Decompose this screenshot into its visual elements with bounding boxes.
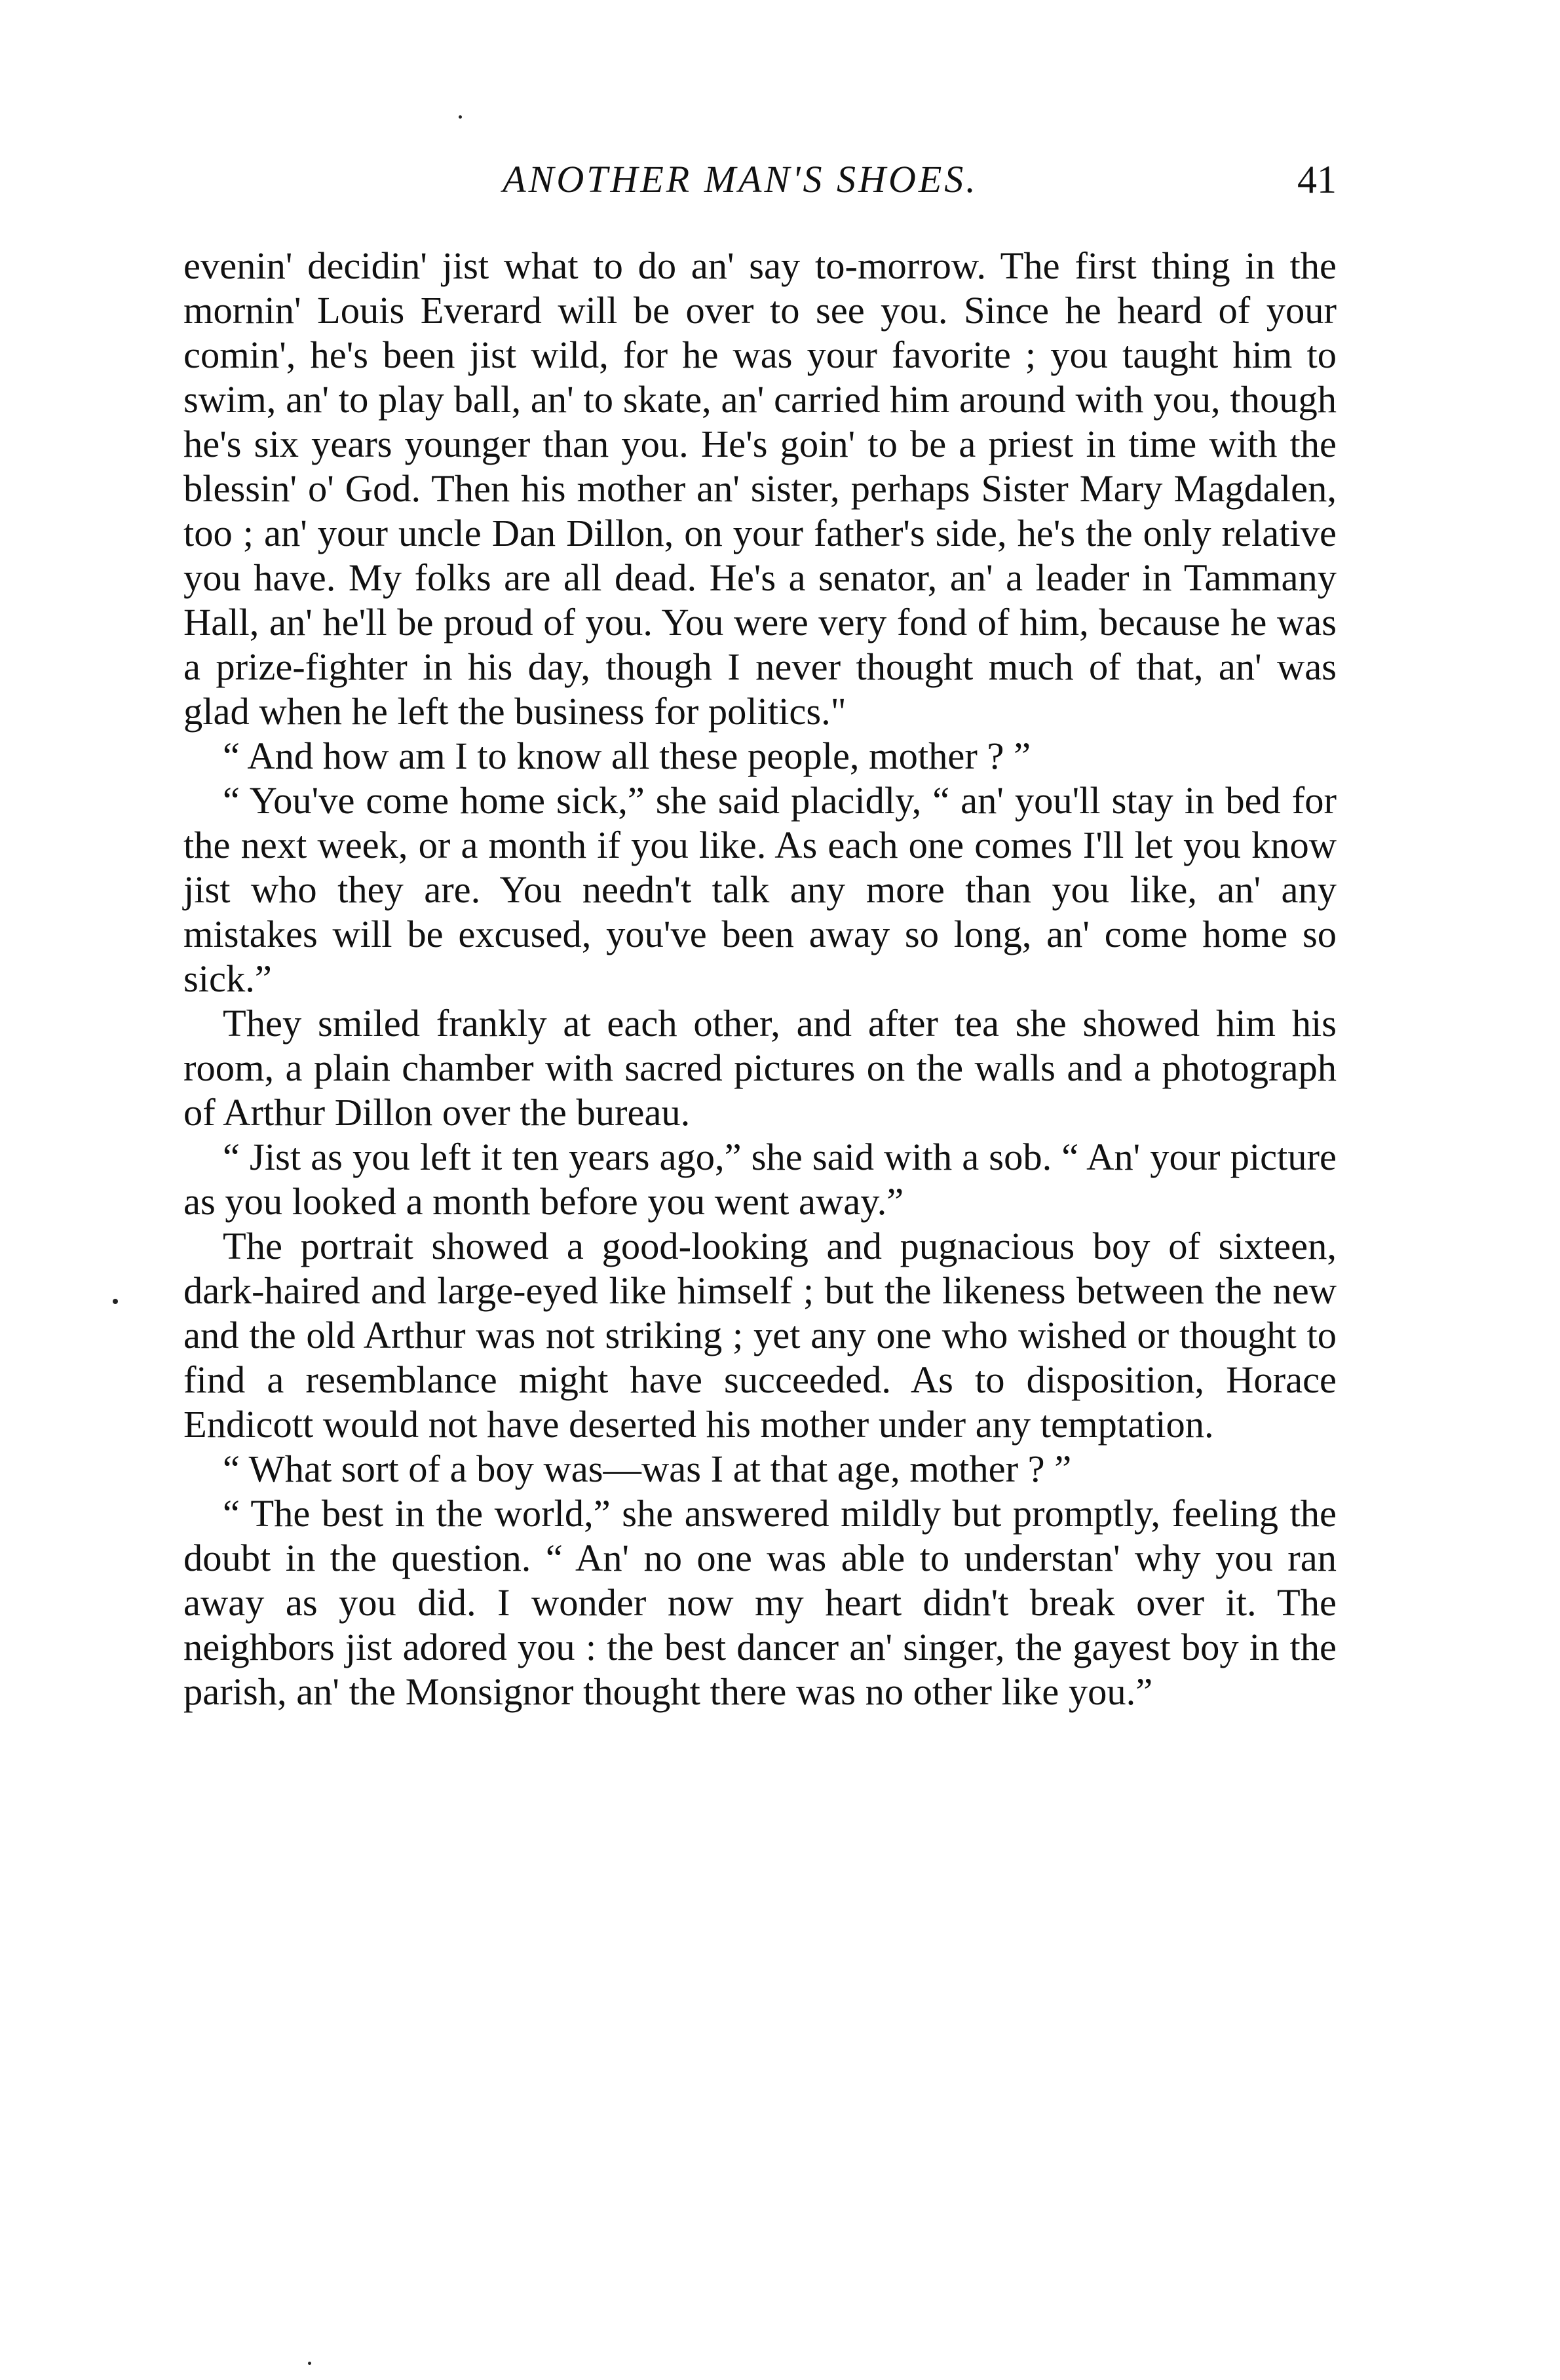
paragraph: “ What sort of a boy was—was I at that age, mother ? ” xyxy=(223,1448,1072,1490)
paragraph: “ You've come home sick,” she said placidly, “ an' you'll stay in bed for the next week, or a month if you like. As each one comes I'll let you know jist who they are. You needn't talk any more than you like, an' any mistakes will be excused, you've been away so long, an' come home so sick.” xyxy=(183,779,1337,1000)
print-speck xyxy=(113,1299,118,1304)
paragraph: The portrait showed a good-looking and pugnacious boy of sixteen, dark-haired and large-eyed like himself ; but the likeness between the new and the old Arthur was not striking ; yet any one who wished or thought to find a resemblance might have succeeded. As to disposition, Horace Endicott would not have deserted his mother under any temptation. xyxy=(183,1225,1337,1446)
paragraph: “ Jist as you left it ten years ago,” she said with a sob. “ An' your picture as you looked a month before you went away.” xyxy=(183,1136,1337,1223)
print-speck xyxy=(459,115,462,119)
running-head xyxy=(183,157,1337,210)
body-text xyxy=(183,244,1337,1714)
paragraph: They smiled frankly at each other, and after tea she showed him his room, a plain chamber with sacred pictures on the walls and a photograph of Arthur Dillon over the bureau. xyxy=(183,1002,1337,1134)
paragraph: “ The best in the world,” she answered mildly but promptly, feeling the doubt in the question. “ An' no one was able to understan' why you ran away as you did. I wonder now my heart didn't break over it. The neighbors jist adored you : the best dancer an' singer, the gayest boy in the parish, an' the Monsignor thought there was no other like you.” xyxy=(183,1492,1337,1713)
print-speck xyxy=(308,2362,311,2365)
paragraph: “ And how am I to know all these people, mother ? ” xyxy=(223,735,1031,777)
running-title: ANOTHER MAN'S SHOES. xyxy=(503,158,978,201)
page-number: 41 xyxy=(1297,158,1337,201)
paragraph-continued: evenin' decidin' jist what to do an' say to-morrow. The first thing in the mornin' Louis Everard will be over to see you. Since he heard of your comin', he's been jist wild, for he was your favorite ; you taught him to swim, an' to play ball, an' to skate, an' carried him around with you, though he's six years younger than you. He's goin' to be a priest in time with the blessin' o' God. Then his mother an' sister, perhaps Sister Mary Magdalen, too ; an' your uncle Dan Dillon, on your father's side, he's the only relative you have. My folks are all dead. He's a senator, an' a leader in Tammany Hall, an' he'll be proud of you. You were very fond of him, because he was a prize-fighter in his day, though I never thought much of that, an' was glad when he left the business for politics." xyxy=(183,244,1337,733)
